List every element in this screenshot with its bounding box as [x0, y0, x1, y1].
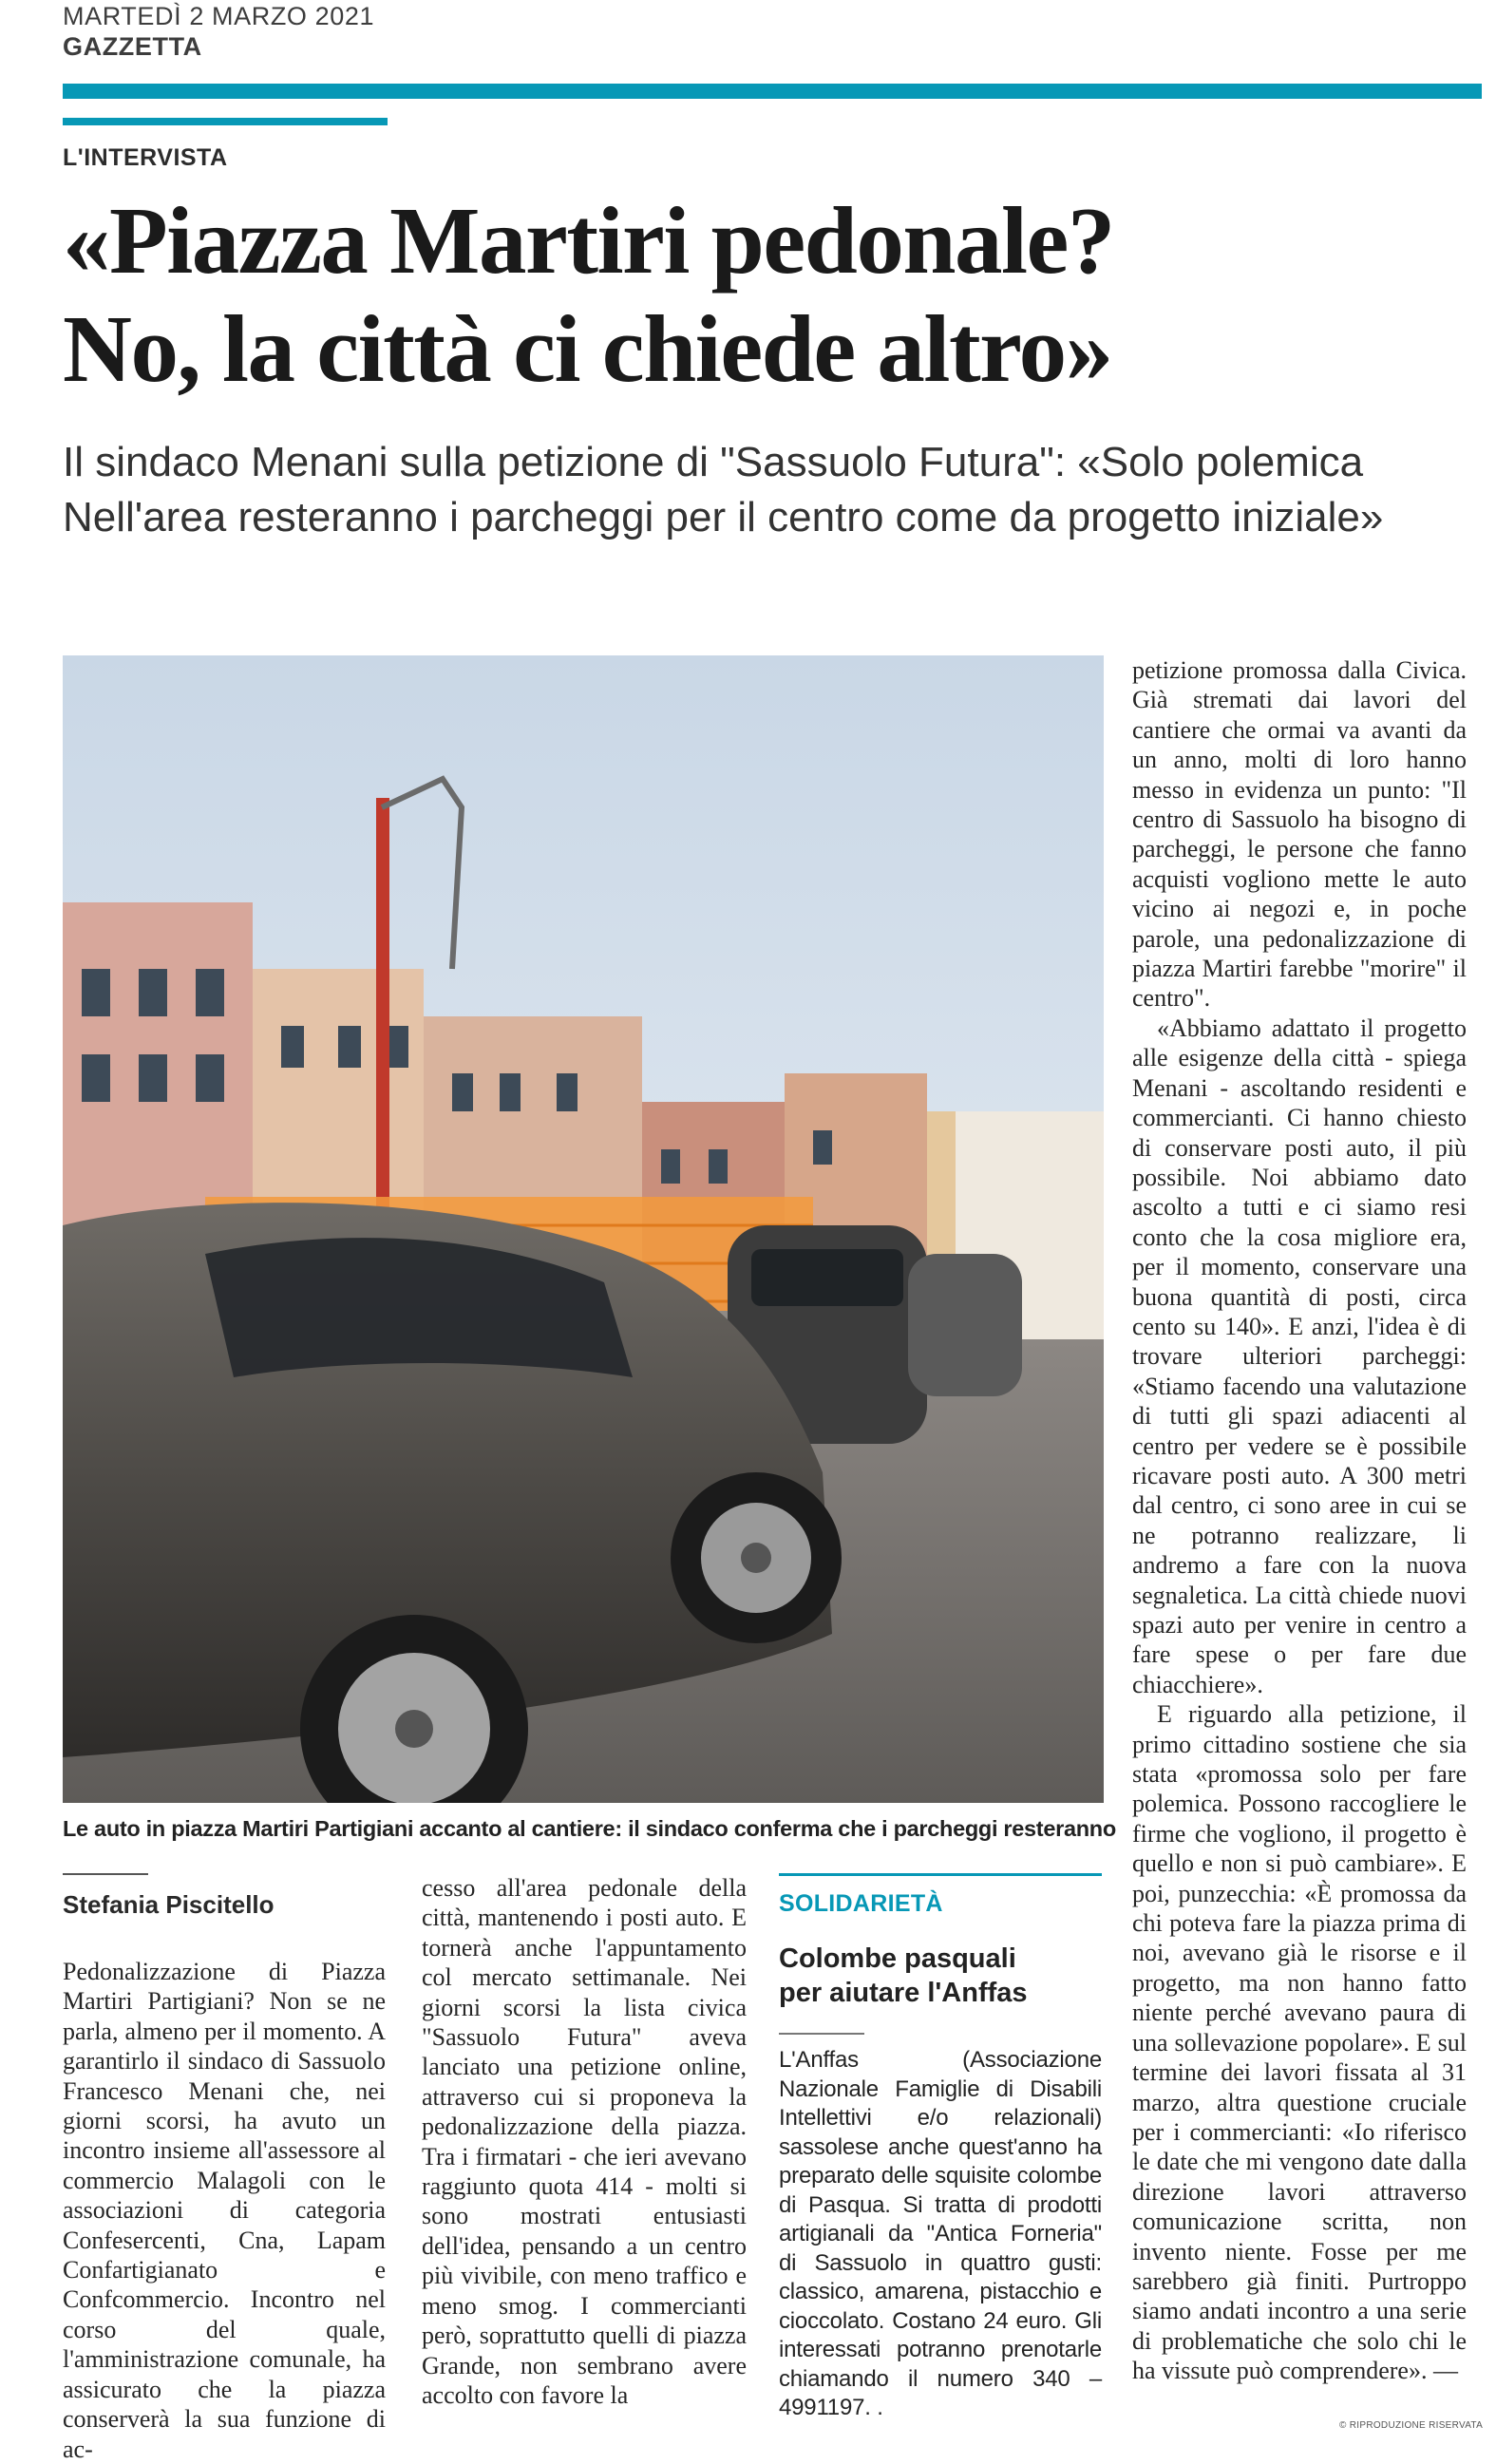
subheadline — [63, 435, 1468, 545]
sidebar-title — [779, 1942, 1111, 2010]
photo-caption: Le auto in piazza Martiri Partigiani accanto al cantiere: il sindaco conferma che i parcheggi resteranno — [63, 1816, 1116, 1841]
author-byline: Stefania Piscitello — [63, 1890, 275, 1919]
paragraph: cesso all'area pedonale della città, mantenendo i posti auto. E tornerà anche l'appuntamento col mercato settimanale. Nei giorni scorsi la lista civica "Sassuolo Futura" aveva lanciato una petizione online, attraverso cui si proponeva la pedonalizzazione della piazza. Tra i firmatari - che ieri avevano raggiunto quota 414 - molti si sono mostrati entusiasti dell'idea, pensando a un centro più vivibile, con meno traffico e meno smog. I commercianti però, soprattutto quelli di piazza Grande, non sembrano avere accolto con favore la — [422, 1874, 747, 2409]
sidebar-divider — [779, 2033, 864, 2035]
subheadline-line: Nell'area resteranno i parcheggi per il centro come da progetto iniziale» — [63, 494, 1384, 540]
author-rule — [63, 1873, 148, 1875]
sidebar-kicker: SOLIDARIETÀ — [779, 1890, 943, 1917]
headline-line: «Piazza Martiri pedonale? — [63, 187, 1114, 294]
article-column-2 — [422, 1873, 747, 2410]
headline — [63, 186, 1468, 403]
sidebar-title-line: per aiutare l'Anffas — [779, 1978, 1028, 2008]
headline-line: No, la città ci chiede altro» — [63, 295, 1112, 402]
article-kicker: L'INTERVISTA — [63, 144, 228, 171]
top-rule — [63, 84, 1482, 99]
article-photo — [63, 655, 1104, 1803]
sidebar-title-line: Colombe pasquali — [779, 1943, 1016, 1974]
article-column-1 — [63, 1957, 386, 2464]
paragraph: E riguardo alla petizione, il primo cittadino sostiene che sia stata «promossa solo per fare polemica. Possono raccogliere le firme che vogliono, il progetto è quello e non si può cambiare». E poi, punzecchia: «È promossa da chi poteva fare la piazza prima di noi, avevano già le risorse e il progetto, ma non hanno fatto niente perché avevano paura di una sollevazione popolare». E sul termine dei lavori fissata al 31 marzo, altra questione cruciale per i commercianti: «Io riferisco le date che mi vengono date dalla direzione lavori attraverso comunicazione scritta, non invento niente. Fosse per me sarebbero già finiti. Purtroppo siamo andati incontro a una serie di problematiche che solo chi le ha vissute può comprendere». — — [1132, 1700, 1467, 2385]
paragraph: Pedonalizzazione di Piazza Martiri Partigiani? Non se ne parla, almeno per il momento. A garantirlo il sindaco di Sassuolo Francesco Menani che, nei giorni scorsi, ha avuto un incontro insieme all'assessore al commercio Malagoli con le associazioni di categoria Confesercenti, Cna, Lapam Confartigianato e Confcommercio. Incontro nel corso del quale, l'amministrazione comunale, ha assicurato che la piazza conserverà la sua funzione di ac- — [63, 1958, 386, 2463]
paragraph: «Abbiamo adattato il progetto alle esigenze della città - spiega Menani - ascoltando residenti e commercianti. Ci hanno chiesto di conservare posti auto, il più possibile. Noi abbiamo dato ascolto a tutti e ci siamo resi conto che la cosa migliore era, per il momento, conservare una buona quantità di posti, circa cento su 140». E anzi, l'idea è di trovare ulteriori parcheggi: «Stiamo facendo una valutazione di tutti gli spazi adiacenti al centro per vedere se è possibile ricavare posti auto. A 300 metri dal centro, ci sono aree in cui se ne potranno realizzare, li andremo a fare con la nuova segnaletica. La città chiede nuovi spazi auto per venire in centro a fare spese o per fare due chiacchiere». — [1132, 1014, 1467, 1698]
sidebar-body: L'Anffas (Associazione Nazionale Famiglie di Disabili Intellettivi e/o relazionali) sassolese anche quest'anno ha preparato delle squisite colombe di Pasqua. Si tratta di prodotti artigianali da "Antica Forneria" di Sassuolo in quattro gusti: classico, amarena, pistacchio e cioccolato. Costano 24 euro. Gli interessati potranno prenotarle chiamando il numero 340 – 4991197. . — [779, 2047, 1102, 2420]
article-column-4 — [1132, 655, 1467, 2386]
sidebar-rule — [779, 1873, 1102, 1876]
dateline: MARTEDÌ 2 MARZO 2021 — [63, 2, 375, 30]
section-name: GAZZETTA — [63, 32, 202, 61]
subheadline-line: Il sindaco Menani sulla petizione di "Sassuolo Futura": «Solo polemica — [63, 439, 1364, 485]
copyright-notice: © RIPRODUZIONE RISERVATA — [1339, 2420, 1484, 2431]
kicker-rule — [63, 118, 388, 125]
paragraph: petizione promossa dalla Civica. Già stremati dai lavori del cantiere che ormai va avanti da un anno, molti di loro hanno messo in evidenza un punto: "Il centro di Sassuolo ha bisogno di parcheggi, le persone che fanno acquisti vogliono mette le auto vicino ai negozi e, in poche parole, una pedonalizzazione di piazza Martiri farebbe "morire" il centro". — [1132, 656, 1467, 1013]
